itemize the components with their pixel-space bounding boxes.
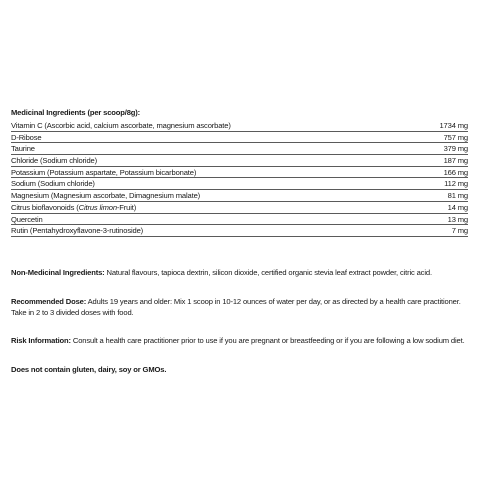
risk-information: [11, 335, 468, 346]
ingredient-row: [11, 225, 468, 237]
non-medicinal-text: Natural flavours, tapioca dextrin, silicon dioxide, certified organic stevia leaf extract powder, citric acid.: [104, 268, 432, 277]
ingredient-name: Rutin (Pentahydroxyflavone-3-rutinoside): [11, 226, 144, 236]
ingredient-row: [11, 155, 468, 167]
ingredient-name-prefix: Citrus bioflavonoids (: [11, 202, 79, 212]
ingredient-row: [11, 167, 468, 179]
ingredient-row: [11, 214, 468, 226]
ingredient-name: Quercetin: [11, 214, 43, 224]
ingredient-amount: 13 mg: [447, 214, 468, 224]
recommended-dose-text: Adults 19 years and older: Mix 1 scoop in 10-12 ounces of water per day, or as directed by a health care practitioner. Take in 2 to 3 divided doses with food.: [11, 297, 461, 317]
ingredient-row: [11, 132, 468, 144]
ingredient-name: Magnesium (Magnesium ascorbate, Dimagnesium malate): [11, 191, 201, 201]
non-medicinal-ingredients: [11, 267, 468, 278]
ingredient-amount: 379 mg: [443, 144, 468, 154]
ingredient-name: Chloride (Sodium chloride): [11, 156, 97, 166]
ingredient-row: [11, 178, 468, 190]
risk-information-label: Risk Information:: [11, 336, 71, 345]
ingredient-amount: 81 mg: [447, 191, 468, 201]
ingredient-name: [11, 202, 444, 213]
ingredient-amount: 757 mg: [443, 132, 468, 142]
ingredient-amount: 1734 mg: [439, 121, 468, 130]
ingredient-amount: 112 mg: [444, 179, 468, 189]
ingredient-name: Potassium (Potassium aspartate, Potassium bicarbonate): [11, 167, 197, 177]
ingredient-row: [11, 202, 468, 214]
medicinal-ingredients-heading: Medicinal Ingredients (per scoop/8g):: [11, 108, 141, 117]
recommended-dose: [11, 296, 468, 318]
ingredient-name: Taurine: [11, 144, 35, 154]
ingredient-name: Sodium (Sodium chloride): [11, 179, 95, 189]
non-medicinal-label: Non-Medicinal Ingredients:: [11, 268, 105, 277]
allergen-statement: Does not contain gluten, dairy, soy or GMOs.: [11, 365, 167, 374]
ingredient-row: [11, 190, 468, 202]
ingredient-amount: 187 mg: [443, 156, 468, 166]
ingredient-amount: 14 mg: [447, 202, 468, 212]
medicinal-ingredients-table: [11, 120, 468, 237]
ingredient-name: D-Ribose: [11, 132, 42, 142]
ingredient-amount: 7 mg: [451, 226, 468, 236]
risk-information-text: Consult a health care practitioner prior to use if you are pregnant or breastfeeding or if you are following a low sodium diet.: [70, 336, 465, 345]
ingredient-row: [11, 120, 468, 132]
ingredient-name: Vitamin C (Ascorbic acid, calcium ascorbate, magnesium ascorbate): [11, 121, 231, 130]
ingredient-row: [11, 143, 468, 155]
ingredient-name-suffix: -Fruit): [116, 202, 137, 212]
recommended-dose-label: Recommended Dose:: [11, 297, 87, 306]
ingredient-name-latin: Citrus limon: [78, 202, 117, 212]
ingredient-amount: 166 mg: [443, 167, 468, 177]
